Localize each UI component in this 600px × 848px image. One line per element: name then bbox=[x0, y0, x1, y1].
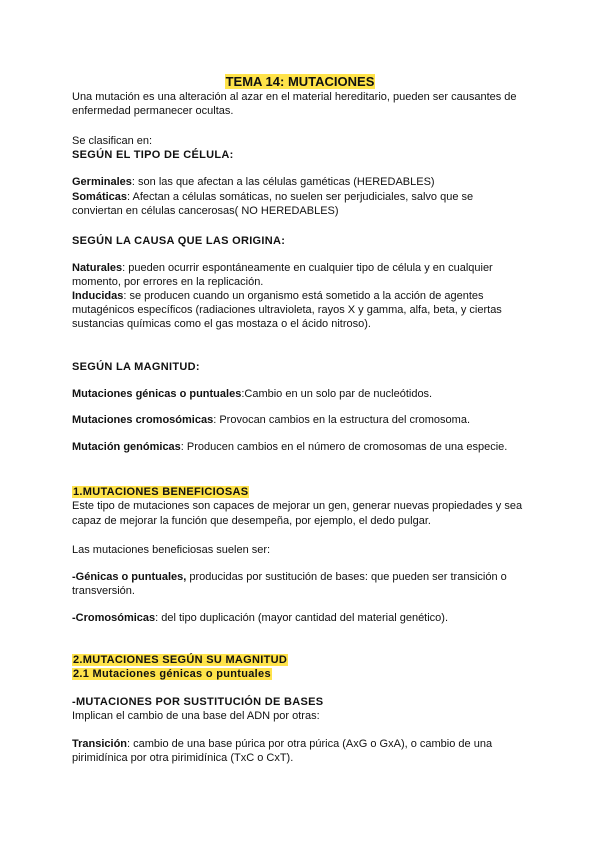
sustitucion-heading: -MUTACIONES POR SUSTITUCIÓN DE BASES bbox=[72, 696, 324, 708]
somaticas-paragraph: Somáticas: Afectan a células somáticas, no suelen ser perjudiciales, salvo que se bbox=[72, 191, 474, 203]
inducidas-paragraph: Inducidas: se producen cuando un organismo está sometido a la acción de agentes bbox=[72, 290, 484, 302]
clasifican-text: Se clasifican en: bbox=[72, 135, 153, 147]
section-heading-beneficiosas: 1.MUTACIONES BENEFICIOSAS bbox=[73, 486, 249, 498]
somaticas-line-2: conviertan en células cancerosas( NO HEREDABLES) bbox=[72, 205, 339, 217]
document-title: TEMA 14: MUTACIONES bbox=[225, 74, 375, 89]
beneficiosas-cromosomicas-paragraph: -Cromosómicas: del tipo duplicación (mayor cantidad del material genético). bbox=[72, 612, 449, 624]
naturales-paragraph: Naturales: pueden ocurrir espontáneamente en cualquier tipo de célula y en cualquier bbox=[72, 262, 493, 274]
section-heading-magnitud: SEGÚN LA MAGNITUD: bbox=[72, 361, 200, 373]
section-heading-causa: SEGÚN LA CAUSA QUE LAS ORIGINA: bbox=[72, 235, 286, 247]
naturales-line-2: momento, por errores en la replicación. bbox=[72, 276, 264, 288]
section-heading-segun-magnitud: 2.MUTACIONES SEGÚN SU MAGNITUD bbox=[73, 654, 288, 666]
inducidas-line-3: sustancias químicas como el gas mostaza o el ácido nitroso). bbox=[72, 318, 371, 330]
mutaciones-genicas-paragraph: Mutaciones génicas o puntuales:Cambio en un solo par de nucleótidos. bbox=[72, 388, 433, 400]
subsection-heading-genicas: 2.1 Mutaciones génicas o puntuales bbox=[73, 668, 271, 680]
sustitucion-text: Implican el cambio de una base del ADN por otras: bbox=[72, 710, 320, 722]
beneficiosas-genicas-line-2: transversión. bbox=[72, 585, 135, 597]
mutacion-genomicas-paragraph: Mutación genómicas: Producen cambios en el número de cromosomas de una especie. bbox=[72, 441, 508, 453]
intro-line-1: Una mutación es una alteración al azar en el material hereditario, pueden ser causantes de bbox=[72, 91, 517, 103]
section-heading-tipo-celula: SEGÚN EL TIPO DE CÉLULA: bbox=[72, 149, 234, 161]
beneficiosas-line-1: Este tipo de mutaciones son capaces de mejorar un gen, generar nuevas propiedades y sea bbox=[72, 500, 523, 512]
transicion-line-2: pirimidínica por otra pirimidínica (TxC o CxT). bbox=[72, 752, 294, 764]
beneficiosas-suelen-text: Las mutaciones beneficiosas suelen ser: bbox=[72, 544, 271, 556]
mutaciones-cromosomicas-paragraph: Mutaciones cromosómicas: Provocan cambios en la estructura del cromosoma. bbox=[72, 414, 470, 426]
transicion-paragraph: Transición: cambio de una base púrica por otra púrica (AxG o GxA), o cambio de una bbox=[72, 738, 493, 750]
intro-line-2: enfermedad permanecer ocultas. bbox=[72, 105, 234, 117]
beneficiosas-genicas-paragraph: -Génicas o puntuales, producidas por sustitución de bases: que pueden ser transición o bbox=[72, 571, 507, 583]
inducidas-line-2: mutagénicos específicos (radiaciones ultravioleta, rayos X y gamma, alfa, beta, y ciertas bbox=[72, 304, 502, 316]
germinales-paragraph: Germinales: son las que afectan a las células gaméticas (HEREDABLES) bbox=[72, 176, 435, 188]
beneficiosas-line-2: capaz de mejorar la función que desempeña, por ejemplo, el dedo pulgar. bbox=[72, 515, 431, 527]
